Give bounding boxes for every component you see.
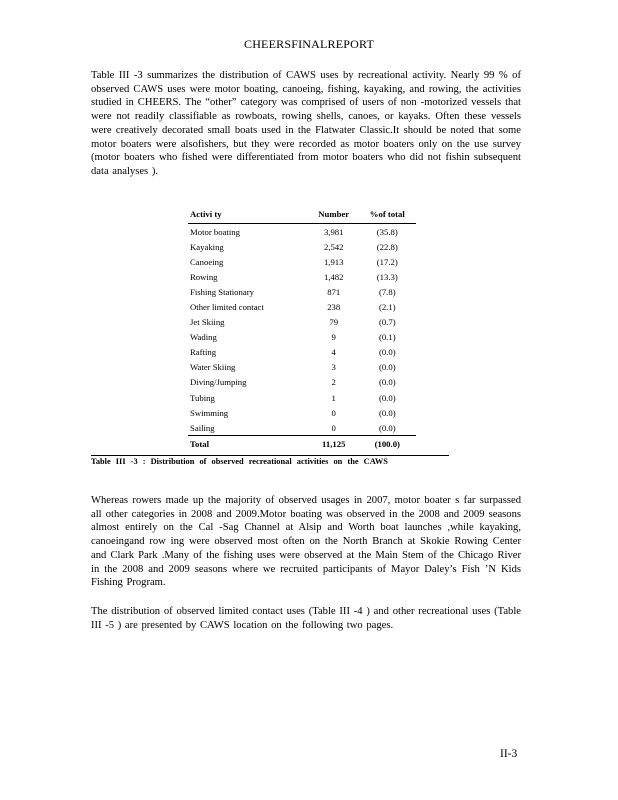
table-caption: Table III -3 : Distribution of observed recreational activities on the CAWS (91, 455, 449, 466)
percent-cell: (0.0) (378, 362, 396, 373)
number-cell: 11,125 (322, 438, 346, 449)
report-header: CHEERSFINALREPORT (243, 37, 375, 51)
percent-cell: (0.0) (378, 392, 396, 403)
percent-cell: (100.0) (374, 438, 400, 449)
activity-cell: Wading (190, 332, 217, 343)
intro-paragraph: Table III -3 summarizes the distribution of CAWS uses by recreational activity. Nearly 99 % of observed CAWS uses were motor boating, canoeing, fishing, kayaking, and rowing, the activities studied in CHEERS. The “other” category was comprised of users of non -motorized vessels that were not readily classifiable as rowboats, rowing shells, canoes, or kayaks. Often these vessels were creatively decorated small boats used in the Flatwater Classic.It should be noted that some motor boaters were alsofishers, but they were recorded as motor boaters only on the use survey (motor boaters who fished were differentiated from motor boaters who did not fishin subsequent data analyses ). (91, 70, 521, 177)
table-row (188, 390, 416, 405)
percent-cell: (17.2) (376, 256, 398, 267)
number-cell: 3,981 (323, 226, 344, 237)
table-row (188, 315, 416, 330)
table-header-row (188, 209, 416, 224)
table-body (188, 224, 416, 452)
activity-cell: Kayaking (190, 241, 224, 252)
percent-cell: (35.8) (376, 226, 398, 237)
activity-table (188, 209, 416, 451)
activity-cell: Water Skiing (190, 362, 236, 373)
page-number: II-3 (500, 748, 518, 760)
number-cell: 1 (331, 392, 336, 403)
activity-cell: Rowing (190, 271, 218, 282)
distribution-paragraph: The distribution of observed limited contact uses (Table III -4 ) and other recreational uses (Table III -5 ) are presented by CAWS location on the following two pages. (91, 606, 521, 631)
percent-cell: (0.0) (378, 422, 396, 433)
number-cell: 871 (327, 286, 341, 297)
number-cell: 238 (327, 302, 341, 313)
number-cell: 0 (331, 407, 336, 418)
table-row (188, 360, 416, 375)
activity-cell: Swimming (190, 407, 229, 418)
activity-cell: Other limited contact (190, 302, 264, 313)
activity-cell: Jet Skiing (190, 317, 225, 328)
activity-cell: Motor boating (190, 226, 240, 237)
number-cell: 0 (331, 422, 336, 433)
percent-cell: (22.8) (376, 241, 398, 252)
table-row (188, 299, 416, 314)
number-cell: 2,542 (323, 241, 344, 252)
percent-cell: (0.7) (378, 317, 396, 328)
rowers-paragraph: Whereas rowers made up the majority of observed usages in 2007, motor boater s far surpassed all other categories in 2008 and 2009.Motor boating was observed in the 2008 and 2009 seasons almost entirely on the Cal -Sag Channel at Alsip and Worth boat launches ,while kayaking, canoeingand row ing were observed most often on the North Branch at Skokie Rowing Center and Clark Park .Many of the fishing uses were observed at the Main Stem of the Chicago River in the 2008 and 2009 seasons where we recruited participants of Mayor Daley’s Fish ’N Kids Fishing Program. (91, 495, 521, 589)
table-row (188, 375, 416, 390)
number-cell: 1,482 (323, 271, 344, 282)
percent-cell: (7.8) (378, 286, 396, 297)
table-row (188, 239, 416, 254)
activity-cell: Total (190, 438, 209, 449)
percent-cell: (0.0) (378, 407, 396, 418)
activity-cell: Diving/Jumping (190, 377, 247, 388)
activity-cell: Sailing (190, 422, 215, 433)
table-row (188, 345, 416, 360)
activity-cell: Rafting (190, 347, 217, 358)
number-cell: 2 (331, 377, 336, 388)
number-column-header: Number (318, 209, 350, 219)
percent-column-header: %of total (369, 209, 405, 219)
table-row (188, 269, 416, 284)
percent-cell: (0.0) (378, 347, 396, 358)
percent-cell: (0.1) (378, 332, 396, 343)
percent-cell: (2.1) (378, 302, 396, 313)
activity-cell: Fishing Stationary (190, 286, 254, 297)
table-row (188, 284, 416, 299)
table-row (188, 420, 416, 436)
number-cell: 79 (329, 317, 339, 328)
activity-cell: Canoeing (190, 256, 224, 267)
table-total-row (188, 436, 416, 452)
percent-cell: (0.0) (378, 377, 396, 388)
activity-column-header: Activi ty (190, 209, 222, 219)
number-cell: 9 (331, 332, 336, 343)
number-cell: 4 (331, 347, 336, 358)
table-row (188, 405, 416, 420)
number-cell: 1,913 (323, 256, 344, 267)
table-row (188, 330, 416, 345)
table-row (188, 224, 416, 240)
activity-cell: Tubing (190, 392, 215, 403)
percent-cell: (13.3) (376, 271, 398, 282)
number-cell: 3 (331, 362, 336, 373)
table-row (188, 254, 416, 269)
